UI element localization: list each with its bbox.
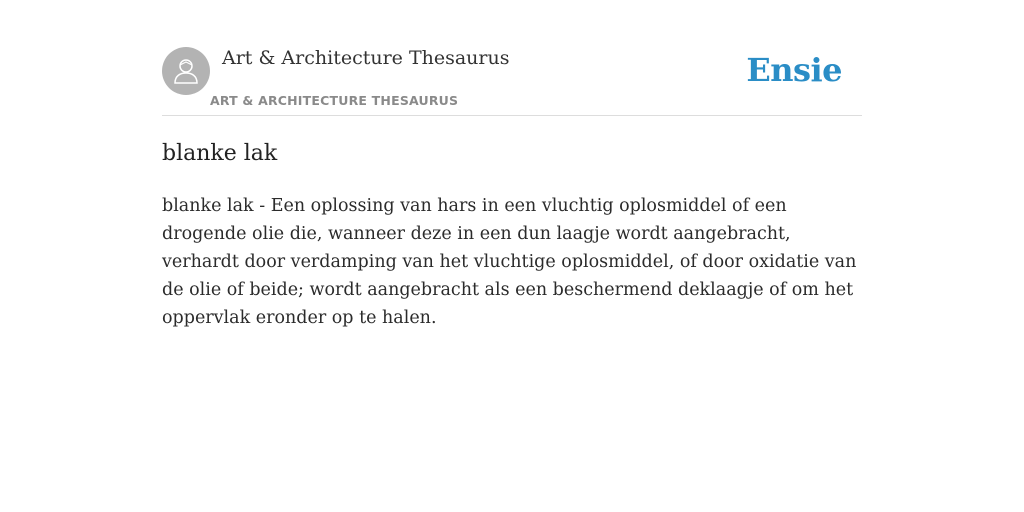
- user-icon: [171, 56, 201, 86]
- source-subtitle[interactable]: ART & ARCHITECTURE THESAURUS: [210, 93, 459, 108]
- content-container: [162, 0, 862, 328]
- source-title[interactable]: Art & Architecture Thesaurus: [222, 47, 510, 69]
- avatar[interactable]: [162, 47, 210, 95]
- term-title: blanke lak: [162, 141, 278, 166]
- ensie-logo[interactable]: Ensie: [746, 51, 842, 89]
- header: [162, 0, 862, 116]
- definition-text: blanke lak - Een oplossing van hars in een vluchtig oplosmiddel of een drogende olie die, wanneer deze in een dun laagje wordt aangebracht, verhardt door verdamping van het vluchtige oplosmiddel, of door oxidatie van de olie of beide; wordt aangebracht als een beschermend deklaagje of om het oppervlak eronder op te halen.: [162, 196, 857, 328]
